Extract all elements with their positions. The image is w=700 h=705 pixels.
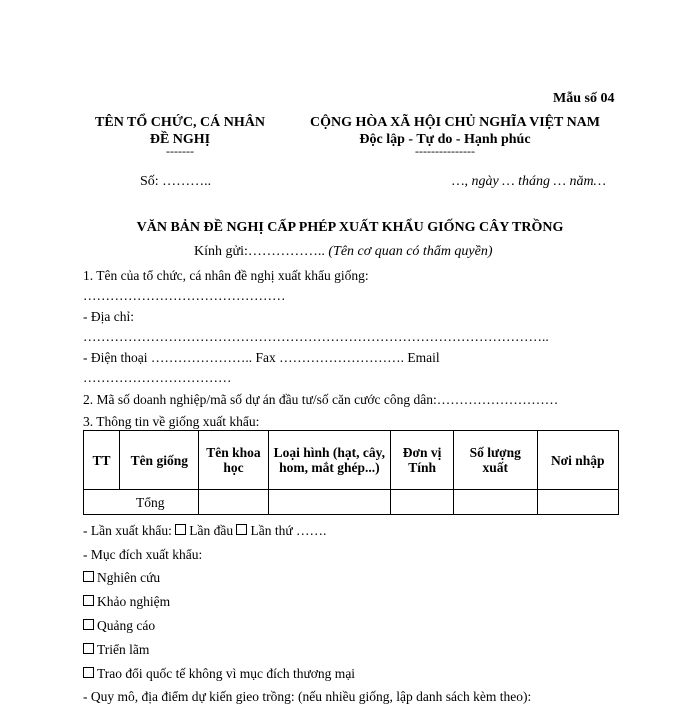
purpose-item-exhibition <box>83 642 149 658</box>
export-times-label: - Lần xuất khẩu: <box>83 523 172 538</box>
purpose-item-exchange <box>83 666 355 682</box>
purpose-label-advertising: Quảng cáo <box>97 618 156 633</box>
table-cell <box>454 490 537 515</box>
purpose-label-trial: Khảo nghiệm <box>97 594 171 609</box>
checkbox-first-time[interactable] <box>175 524 186 535</box>
purpose-label: - Mục đích xuất khẩu: <box>83 547 203 562</box>
field-phone-line: - Điện thoại ………………….. Fax ………………………. Email <box>83 350 440 365</box>
document-title: VĂN BẢN ĐỀ NGHỊ CẤP PHÉP XUẤT KHẨU GIỐNG CÂY TRỒNG <box>136 220 564 235</box>
col-header-scientific-name: Tên khoa học <box>199 431 268 490</box>
checkbox-research[interactable] <box>83 571 94 582</box>
export-goods-table <box>83 430 619 515</box>
col-header-tt: TT <box>84 431 120 490</box>
org-name-line2: ĐỀ NGHỊ <box>149 132 211 147</box>
nth-time-label: Lần thứ ……. <box>250 523 327 538</box>
table-total-row <box>84 490 619 515</box>
recipient-label: Kính gửi:…………….. <box>194 244 325 259</box>
purpose-item-advertising <box>83 618 155 634</box>
total-label: Tổng <box>84 490 199 515</box>
checkbox-nth-time[interactable] <box>236 524 247 535</box>
right-divider: --------------- <box>415 144 475 158</box>
field-address-label: - Địa chỉ: <box>83 309 134 324</box>
col-header-quantity: Số lượng xuất <box>454 431 537 490</box>
checkbox-exhibition[interactable] <box>83 643 94 654</box>
checkbox-exchange[interactable] <box>83 667 94 678</box>
table-cell <box>537 490 618 515</box>
purpose-label-exchange: Trao đổi quốc tế không vì mục đích thương mại <box>97 666 356 681</box>
col-header-type: Loại hình (hạt, cây, hom, mắt ghép...) <box>268 431 391 490</box>
document-date: …, ngày … tháng … năm… <box>452 174 607 189</box>
table-header-row <box>84 431 619 490</box>
recipient-line <box>194 244 493 260</box>
table-cell <box>391 490 454 515</box>
checkbox-advertising[interactable] <box>83 619 94 630</box>
field-org-name-label: 1. Tên của tổ chức, cá nhân đề nghị xuất khẩu giống: <box>83 268 369 283</box>
first-time-label: Lần đầu <box>189 523 234 538</box>
planting-scale-line: - Quy mô, địa điểm dự kiến gieo trồng: (nếu nhiều giống, lập danh sách kèm theo): <box>83 689 532 704</box>
table-cell <box>199 490 268 515</box>
field-org-name-dots: ……………………………………… <box>83 288 286 303</box>
purpose-item-research <box>83 570 160 586</box>
col-header-destination: Nơi nhập <box>537 431 618 490</box>
export-times-line <box>83 523 326 539</box>
checkbox-trial[interactable] <box>83 595 94 606</box>
purpose-label-research: Nghiên cứu <box>97 570 161 585</box>
org-name-line1: TÊN TỔ CHỨC, CÁ NHÂN <box>95 115 265 130</box>
col-header-unit: Đơn vị Tính <box>391 431 454 490</box>
col-header-variety-name: Tên giống <box>120 431 199 490</box>
motto: Độc lập - Tự do - Hạnh phúc <box>359 132 531 147</box>
field-phone-dots: …………………………… <box>83 370 232 385</box>
field-business-code: 2. Mã số doanh nghiệp/mã số dự án đầu tư/số căn cước công dân:……………………… <box>83 392 559 407</box>
form-code: Mẫu số 04 <box>553 91 615 106</box>
country-name: CỘNG HÒA XÃ HỘI CHỦ NGHĨA VIỆT NAM <box>309 115 600 130</box>
purpose-label-exhibition: Triển lãm <box>97 642 150 657</box>
field-export-info-label: 3. Thông tin về giống xuất khẩu: <box>83 414 260 429</box>
left-divider: ------- <box>166 144 194 158</box>
recipient-note: (Tên cơ quan có thẩm quyền) <box>328 244 493 259</box>
document-number: Số: ……….. <box>140 174 212 189</box>
field-address-dots: ………………………………………………………………………………………….. <box>83 329 549 344</box>
purpose-item-trial <box>83 594 170 610</box>
table-cell <box>268 490 391 515</box>
